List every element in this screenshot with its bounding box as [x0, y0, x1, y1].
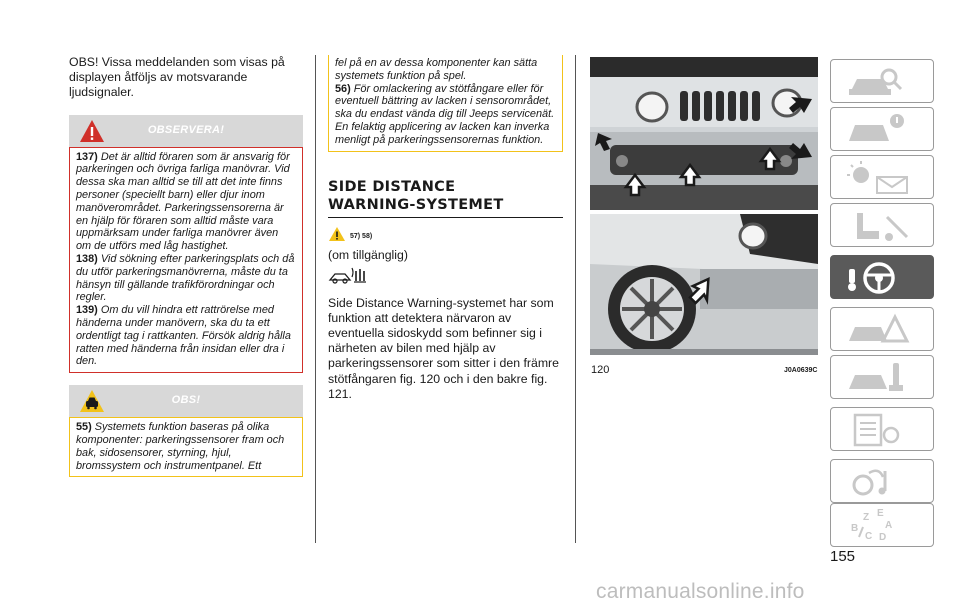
warning-item: 138) Vid sökning efter parkeringsplats och då du utför parkeringsmanövrerna, måste du ta hänsyn till gällande trafikförordningar och regler.	[76, 252, 295, 304]
front-bumper-photo	[590, 57, 818, 210]
figure-code: J0A0639C	[784, 367, 818, 374]
note-item: 55) Systemets funktion baseras på olika komponenter: parkeringssensorer fram och bak, sidosensorer, styrning, hjul, bromssystem och instrumentpanel. Ett	[76, 421, 285, 472]
column-divider	[575, 55, 576, 543]
tab-vehicle-overview[interactable]	[830, 59, 934, 103]
tab-technical-data[interactable]	[830, 407, 934, 451]
multimedia-icon	[839, 463, 919, 501]
seat-adjust-icon	[839, 207, 919, 245]
warning-refs	[328, 226, 563, 244]
warning-item: 137) Det är alltid föraren som är ansvarig för parkeringen och övriga farliga manövrar. Vid dessa ska man alltid se till att det inte finns personer (speciellt barn) eller djur inom manöverområdet. Parkeringssensorerna är en hjälp för föraren som alltid måste vara uppmärksam under farliga manövrer även om de utförs med låg hastighet.	[76, 150, 290, 253]
tab-multimedia[interactable]	[830, 459, 934, 503]
svg-text:B: B	[851, 523, 859, 534]
side-sensor-icon	[328, 267, 563, 285]
tab-emergency[interactable]	[830, 307, 934, 351]
middle-column	[328, 55, 563, 402]
starting-driving-icon	[839, 259, 919, 297]
tab-seat-adjust[interactable]	[830, 203, 934, 247]
tab-maintenance[interactable]	[830, 355, 934, 399]
warning-header	[69, 115, 303, 147]
refs-text: 57) 58)	[350, 232, 373, 240]
side-bumper-photo	[590, 214, 818, 355]
svg-text:D: D	[879, 532, 887, 543]
warning-item: 139) Om du vill hindra ett rattrörelse med händerna under manövern, ska du ta ett ordentligt tag i rattkanten. Försök aldrig hålla ratten med händerna från insidan eller dra i den.	[76, 304, 291, 368]
tab-starting-driving[interactable]	[830, 255, 934, 299]
note-item: 56) För omlackering av stötfångare eller för eventuell bättring av lacken i sensorområdet, ska du endast vända dig till Jeeps servicenät. En felaktig applicering av lacken kan inverka menligt på parkeringssensorernas funktion.	[335, 82, 555, 146]
svg-text:C: C	[865, 531, 873, 542]
technical-data-icon	[839, 411, 919, 449]
svg-text:Z: Z	[863, 512, 870, 523]
figure-number: 120	[591, 364, 610, 376]
watermark: carmanualsonline.info	[596, 580, 805, 603]
emergency-triangle-icon	[839, 311, 919, 349]
index-letters-icon	[839, 507, 919, 545]
warning-header-label: OBSERVERA!	[147, 123, 225, 136]
svg-text:A: A	[885, 520, 893, 531]
section-title: SIDE DISTANCE WARNING-SYSTEMET	[328, 178, 504, 213]
left-column	[69, 55, 303, 477]
tab-lights-mail[interactable]	[830, 155, 934, 199]
column-divider	[315, 55, 316, 543]
svg-text:E: E	[877, 508, 884, 519]
section-rule	[328, 217, 563, 218]
maintenance-car-icon	[839, 359, 919, 397]
note-header	[69, 385, 303, 417]
note-box-continued	[328, 55, 563, 152]
tab-dashboard-info[interactable]	[830, 107, 934, 151]
note-header-label: OBS!	[171, 394, 201, 407]
dashboard-info-icon	[839, 111, 919, 149]
lights-mail-icon	[839, 159, 919, 197]
tab-index[interactable]	[830, 503, 934, 547]
note-box	[69, 417, 303, 477]
intro-text: OBS! Vissa meddelanden som visas på displayen åtföljs av motsvarande ljudsignaler.	[69, 55, 285, 100]
warning-box	[69, 147, 303, 374]
body-text: Side Distance Warning-systemet har som funktion att detektera närvaron av eventuella sidoskydd som befinner sig i närheten av bilen med hjälp av parkeringssensorer som sitter i den främre stötfångaren fig. 120 och i den bakre fig. 121.	[328, 295, 559, 401]
note-continued-text: fel på en av dessa komponenter kan sätta systemets funktion på spel.	[335, 57, 538, 82]
optional-text: (om tillgänglig)	[328, 247, 408, 262]
vehicle-overview-icon	[839, 63, 919, 101]
page-number: 155	[830, 548, 856, 565]
warning-triangle-icon	[328, 226, 346, 242]
